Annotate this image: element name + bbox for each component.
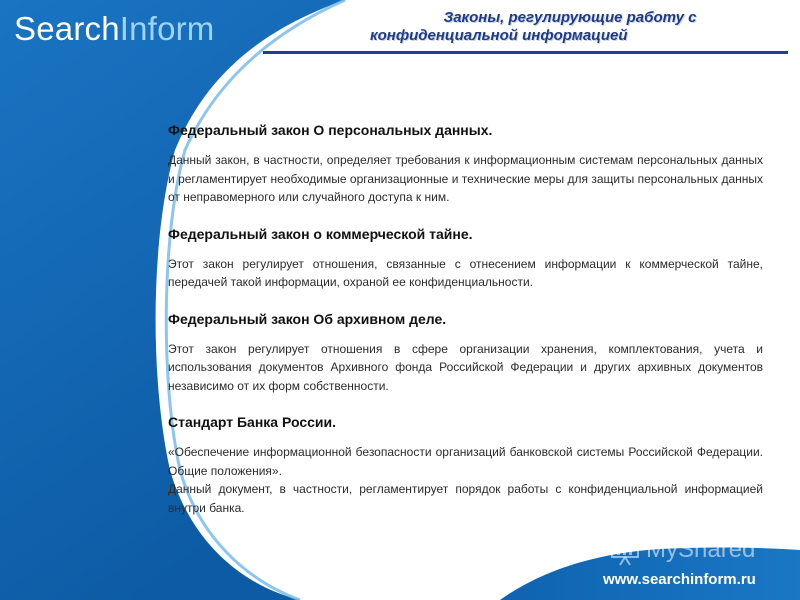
logo-orm-text: orm (157, 10, 215, 47)
section-text: Этот закон регулирует отношения в сфере организации хранения, комплектования, учета и использования документов Архивного фонда Российской Федерации и других архивных документов независимо от их форм собственности. (168, 341, 763, 393)
section-text: Данный закон, в частности, определяет требования к информационным системам персональных данных и регламентирует необходимые организационные и технические меры для защиты персональных данных от неправомерного или случайного доступа к ним. (168, 153, 763, 204)
section-commercial-secret (168, 225, 763, 292)
section-text: Этот закон регулирует отношения, связанные с отнесением информации к коммерческой тайне, передачей такой информации, охраной ее конфиденциальности. (168, 256, 763, 289)
section-heading: Федеральный закон Об архивном деле. (168, 310, 447, 327)
section-text: Данный документ, в частности, регламентирует порядок работы с конфиденциальной информацией внутри банка. (168, 482, 763, 515)
presentation-icon (610, 538, 642, 566)
page-title (370, 9, 770, 45)
section-heading: Стандарт Банка России. (168, 414, 337, 430)
content (168, 121, 763, 535)
section-heading: Федеральный закон о коммерческой тайне. (168, 225, 473, 242)
logo-search-text: Search (14, 10, 120, 47)
section-text: «Обеспечение информационной безопасности организаций банковской системы Российской Федерации. Общие положения». (168, 445, 763, 478)
title-line-2: конфиденциальной информацией (370, 27, 628, 44)
title-underline (263, 51, 788, 54)
searchinform-logo (14, 10, 215, 48)
section-personal-data (168, 121, 763, 207)
section-heading: Федеральный закон О персональных данных. (168, 122, 493, 138)
website-url[interactable]: www.searchinform.ru (603, 571, 756, 588)
section-archive (168, 310, 763, 396)
title-line-1: Законы, регулирующие работу с (443, 9, 697, 26)
logo-inf-text: Inf (119, 10, 158, 47)
watermark-text: MyShared (646, 536, 756, 563)
section-bank-standard (168, 413, 763, 517)
